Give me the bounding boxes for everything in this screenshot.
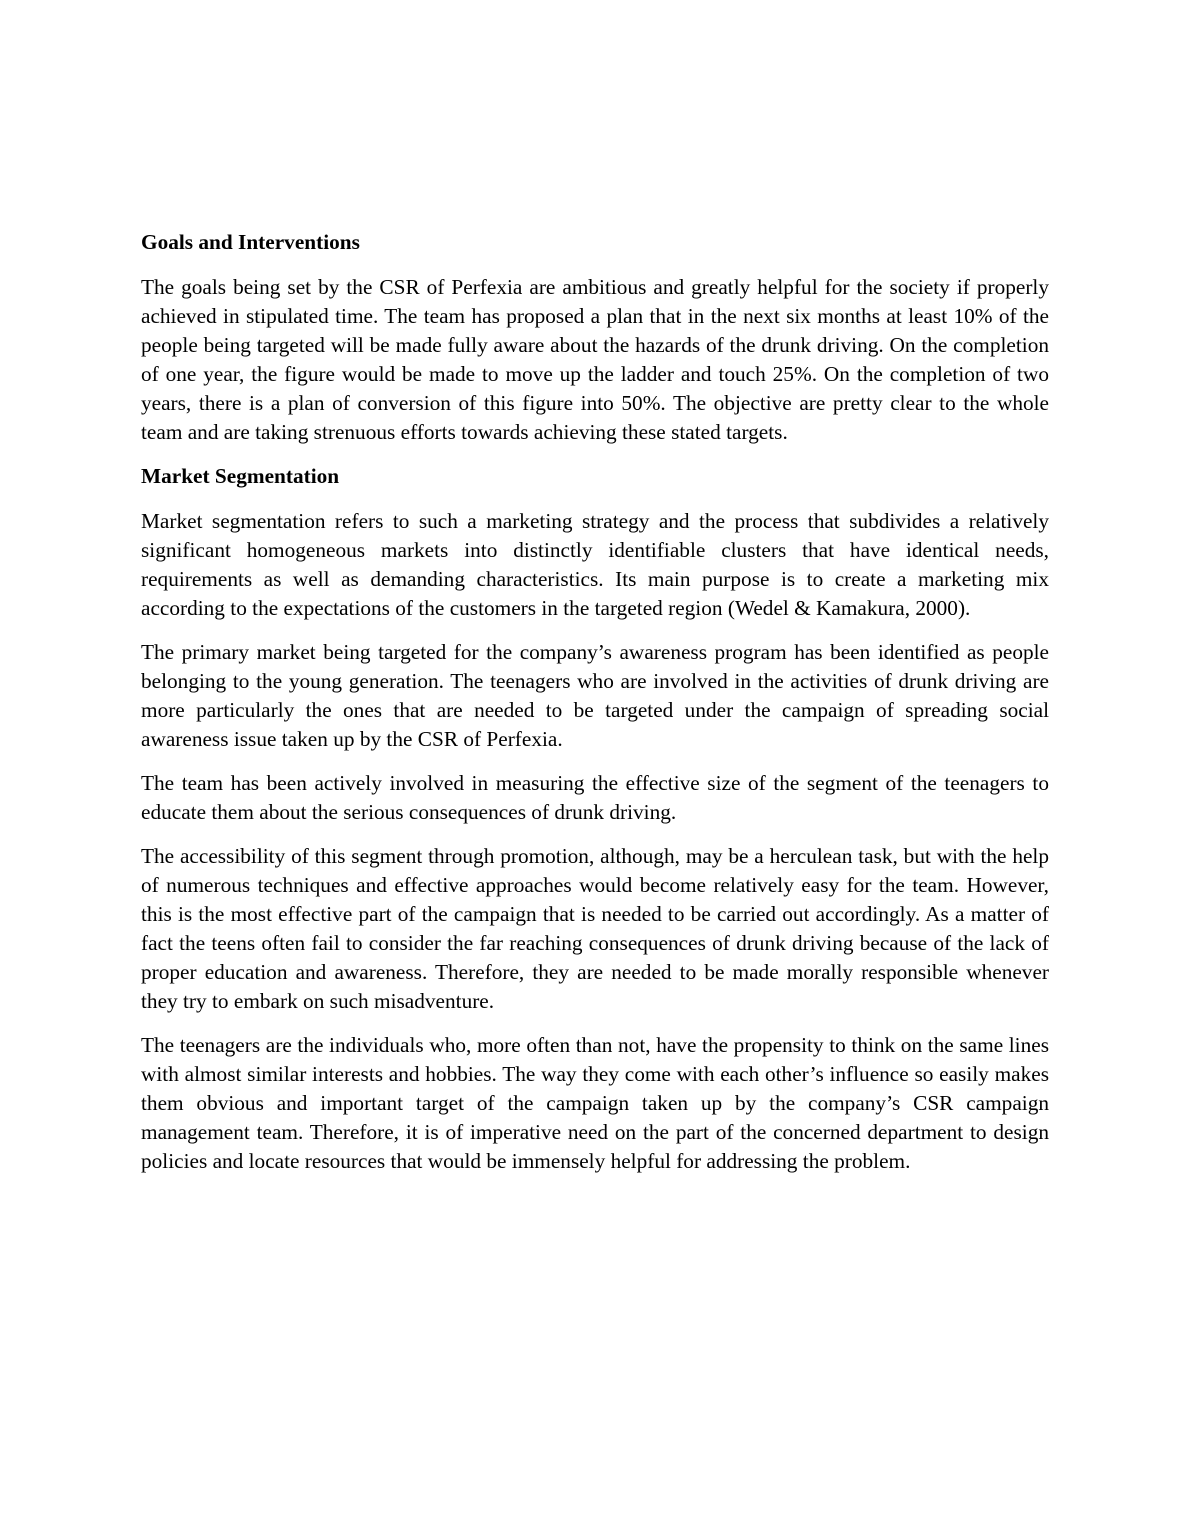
- paragraph: Market segmentation refers to such a marketing strategy and the process that subdivides a relatively significant homogeneous markets into distinctly identifiable clusters that have identical needs, requirements as well as demanding characteristics. Its main purpose is to create a marketing mix according to the expectations of the customers in the targeted region (Wedel & Kamakura, 2000).: [141, 509, 1049, 620]
- section-heading: Goals and Interventions: [141, 230, 360, 254]
- paragraph: The goals being set by the CSR of Perfexia are ambitious and greatly helpful for the society if properly achieved in stipulated time. The team has proposed a plan that in the next six months at least 10% of the people being targeted will be made fully aware about the hazards of the drunk driving. On the completion of one year, the figure would be made to move up the ladder and touch 25%. On the completion of two years, there is a plan of conversion of this figure into 50%. The objective are pretty clear to the whole team and are taking strenuous efforts towards achieving these stated targets.: [141, 275, 1049, 444]
- paragraph: The team has been actively involved in measuring the effective size of the segment of the teenagers to educate them about the serious consequences of drunk driving.: [141, 771, 1049, 824]
- document-body: [141, 228, 1049, 1191]
- section-goals-and-interventions: [141, 228, 1049, 447]
- section-heading: Market Segmentation: [141, 464, 340, 488]
- paragraph: The primary market being targeted for the company’s awareness program has been identified as people belonging to the young generation. The teenagers who are involved in the activities of drunk driving are more particularly the ones that are needed to be targeted under the campaign of spreading social awareness issue taken up by the CSR of Perfexia.: [141, 640, 1049, 751]
- paragraph: The accessibility of this segment through promotion, although, may be a herculean task, but with the help of numerous techniques and effective approaches would become relatively easy for the team. However, this is the most effective part of the campaign that is needed to be carried out accordingly. As a matter of fact the teens often fail to consider the far reaching consequences of drunk driving because of the lack of proper education and awareness. Therefore, they are needed to be made morally responsible whenever they try to embark on such misadventure.: [141, 844, 1049, 1013]
- section-market-segmentation: [141, 462, 1049, 1176]
- paragraph: The teenagers are the individuals who, more often than not, have the propensity to think on the same lines with almost similar interests and hobbies. The way they come with each other’s influence so easily makes them obvious and important target of the campaign taken up by the company’s CSR campaign management team. Therefore, it is of imperative need on the part of the concerned department to design policies and locate resources that would be immensely helpful for addressing the problem.: [141, 1033, 1049, 1173]
